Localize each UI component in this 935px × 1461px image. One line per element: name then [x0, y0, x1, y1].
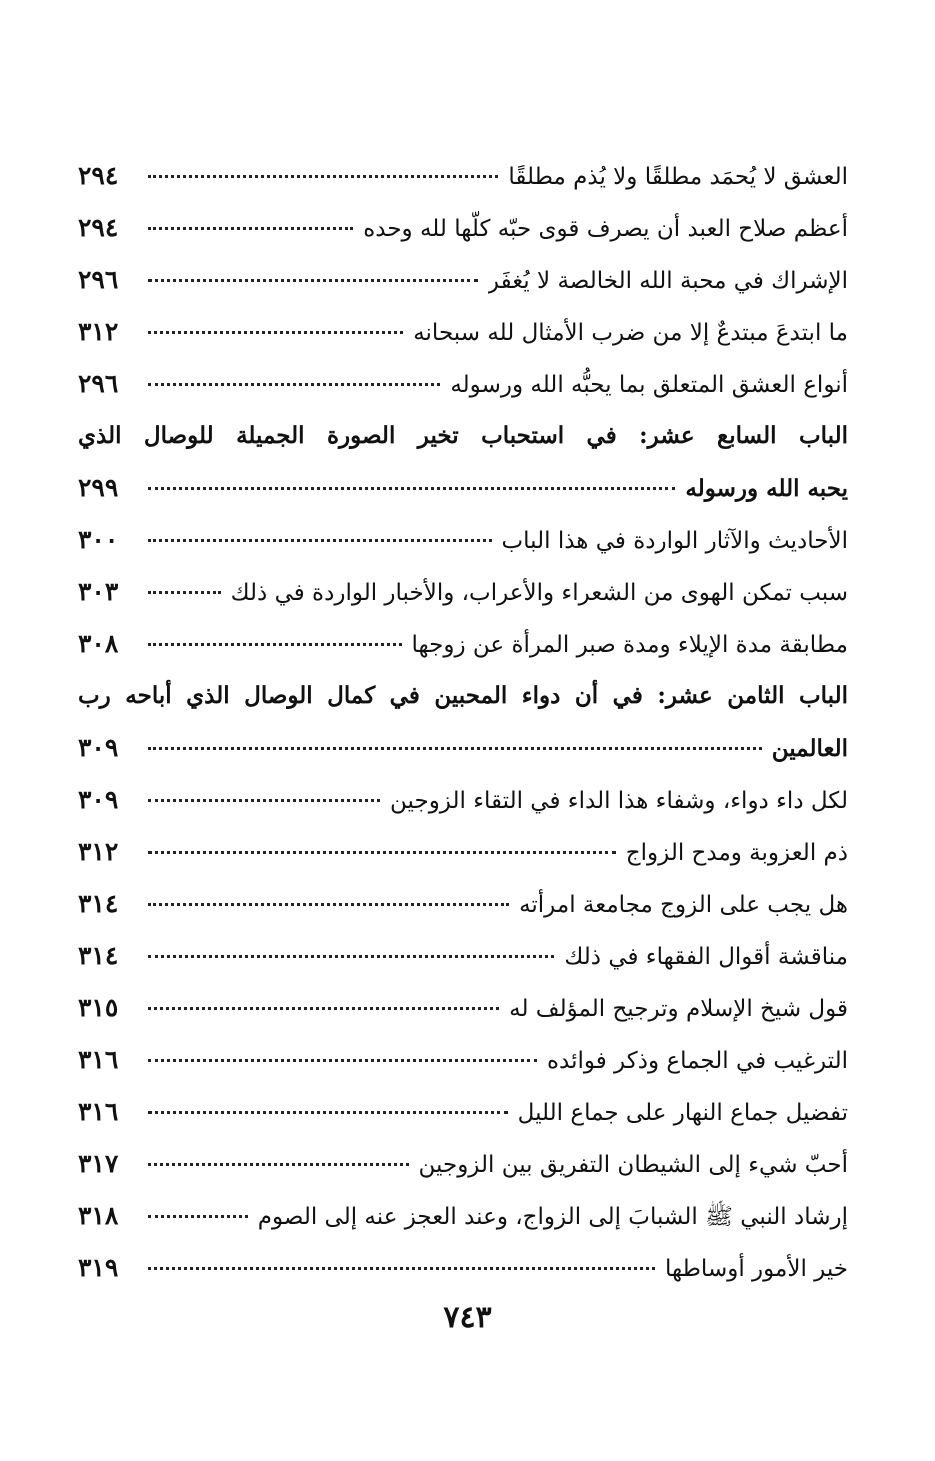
leader-dots — [148, 382, 440, 386]
toc-entry — [78, 878, 848, 930]
toc-entry — [78, 514, 848, 566]
toc-entry-page: ٣١٩ — [78, 1253, 119, 1282]
leader-dots — [148, 1214, 248, 1218]
toc-entry-page: ٣٠٩ — [78, 785, 119, 814]
leader-dots — [148, 1058, 537, 1062]
leader-dots — [148, 850, 616, 854]
toc-entry-title: خير الأمور أوساطها — [665, 1256, 848, 1282]
toc-entry-title: سبب تمكن الهوى من الشعراء والأعراب، والأخبار الواردة في ذلك — [230, 580, 848, 606]
toc-entry-title: العشق لا يُحمَد مطلقًا ولا يُذم مطلقًا — [508, 164, 848, 190]
toc-entry-page: ٣١٥ — [78, 993, 119, 1022]
toc-entry-page: ٢٩٦ — [78, 369, 119, 398]
toc-entry-page: ٣١٤ — [78, 889, 119, 918]
toc-entry — [78, 1034, 848, 1086]
toc-entry-page: ٣١٧ — [78, 1149, 119, 1178]
toc-entry-title: مناقشة أقوال الفقهاء في ذلك — [564, 944, 848, 970]
chapter-17-heading-line2: يحبه الله ورسوله — [685, 475, 848, 502]
toc-entry — [78, 566, 848, 618]
toc-entry-page: ٣٠٠ — [78, 525, 119, 554]
toc-entry — [78, 774, 848, 826]
leader-dots — [148, 798, 380, 802]
toc-entry — [78, 930, 848, 982]
toc-entry-title: تفضيل جماع النهار على جماع الليل — [517, 1100, 848, 1126]
leader-dots — [148, 1006, 499, 1010]
toc-entry-page: ٣٠٣ — [78, 577, 119, 606]
toc-entry-page: ٣٠٨ — [78, 629, 119, 658]
leader-dots — [148, 1110, 508, 1114]
chapter-18-page: ٣٠٩ — [78, 733, 119, 762]
toc-entry-title: لكل داء دواء، وشفاء هذا الداء في التقاء الزوجين — [390, 788, 848, 814]
toc-entry — [78, 826, 848, 878]
leader-dots — [148, 278, 478, 282]
toc-entry-page: ٣١٢ — [78, 837, 119, 866]
toc-entry-page: ٣١٢ — [78, 317, 119, 346]
table-of-contents — [78, 150, 848, 1294]
chapter-18-heading: الباب الثامن عشر: في أن دواء المحبين في كمال الوصال الذي أباحه رب — [78, 682, 848, 709]
leader-dots — [148, 1266, 655, 1270]
toc-entry — [78, 618, 848, 670]
toc-entry-title: الترغيب في الجماع وذكر فوائده — [546, 1048, 848, 1074]
toc-entry — [78, 1242, 848, 1294]
toc-entry — [78, 1086, 848, 1138]
toc-entry-title: الإشراك في محبة الله الخالصة لا يُغفَر — [487, 268, 848, 294]
toc-entry-title: مطابقة مدة الإيلاء ومدة صبر المرأة عن زوجها — [411, 632, 848, 658]
leader-dots — [148, 590, 221, 594]
leader-dots — [148, 746, 762, 750]
leader-dots — [148, 330, 403, 334]
toc-entry — [78, 982, 848, 1034]
leader-dots — [148, 174, 498, 178]
toc-entry-page: ٣١٨ — [78, 1201, 119, 1230]
chapter-18-heading-line2: العالمين — [771, 735, 848, 762]
toc-entry-page: ٣١٦ — [78, 1097, 119, 1126]
chapter-18-heading-end — [78, 722, 848, 774]
chapter-17-page: ٢٩٩ — [78, 473, 119, 502]
toc-entry-title: أحبّ شيء إلى الشيطان التفريق بين الزوجين — [418, 1152, 848, 1178]
toc-entry — [78, 306, 848, 358]
toc-entry — [78, 150, 848, 202]
chapter-17-heading: الباب السابع عشر: في استحباب تخير الصورة الجميلة للوصال الذي — [78, 422, 848, 449]
leader-dots — [148, 902, 509, 906]
toc-entry-page: ٢٩٦ — [78, 265, 119, 294]
toc-entry-title: قول شيخ الإسلام وترجيح المؤلف له — [509, 996, 848, 1022]
toc-entry-title: هل يجب على الزوج مجامعة امرأته — [519, 892, 848, 918]
toc-entry-page: ٢٩٤ — [78, 161, 119, 190]
toc-entry — [78, 254, 848, 306]
leader-dots — [148, 954, 554, 958]
toc-entry — [78, 1138, 848, 1190]
toc-entry-page: ٣١٤ — [78, 941, 119, 970]
leader-dots — [148, 642, 402, 646]
toc-entry-title: أنواع العشق المتعلق بما يحبُّه الله ورسوله — [450, 372, 848, 398]
toc-entry-title: ما ابتدعَ مبتدعٌ إلا من ضرب الأمثال لله سبحانه — [413, 320, 848, 346]
toc-entry-page: ٢٩٤ — [78, 213, 119, 242]
toc-entry — [78, 358, 848, 410]
leader-dots — [148, 486, 675, 490]
toc-entry-title: الأحاديث والآثار الواردة في هذا الباب — [501, 528, 848, 554]
toc-entry — [78, 202, 848, 254]
chapter-17-heading-end — [78, 462, 848, 514]
toc-entry-title: ذم العزوبة ومدح الزواج — [625, 840, 848, 866]
leader-dots — [148, 226, 353, 230]
leader-dots — [148, 538, 492, 542]
page-number: ٧٤٣ — [443, 1300, 492, 1335]
toc-entry-title: أعظم صلاح العبد أن يصرف قوى حبّه كلّها لله وحده — [363, 216, 848, 242]
toc-entry-page: ٣١٦ — [78, 1045, 119, 1074]
leader-dots — [148, 1162, 409, 1166]
toc-entry-title: إرشاد النبي ﷺ الشبابَ إلى الزواج، وعند العجز عنه إلى الصوم — [257, 1204, 848, 1230]
toc-entry — [78, 1190, 848, 1242]
